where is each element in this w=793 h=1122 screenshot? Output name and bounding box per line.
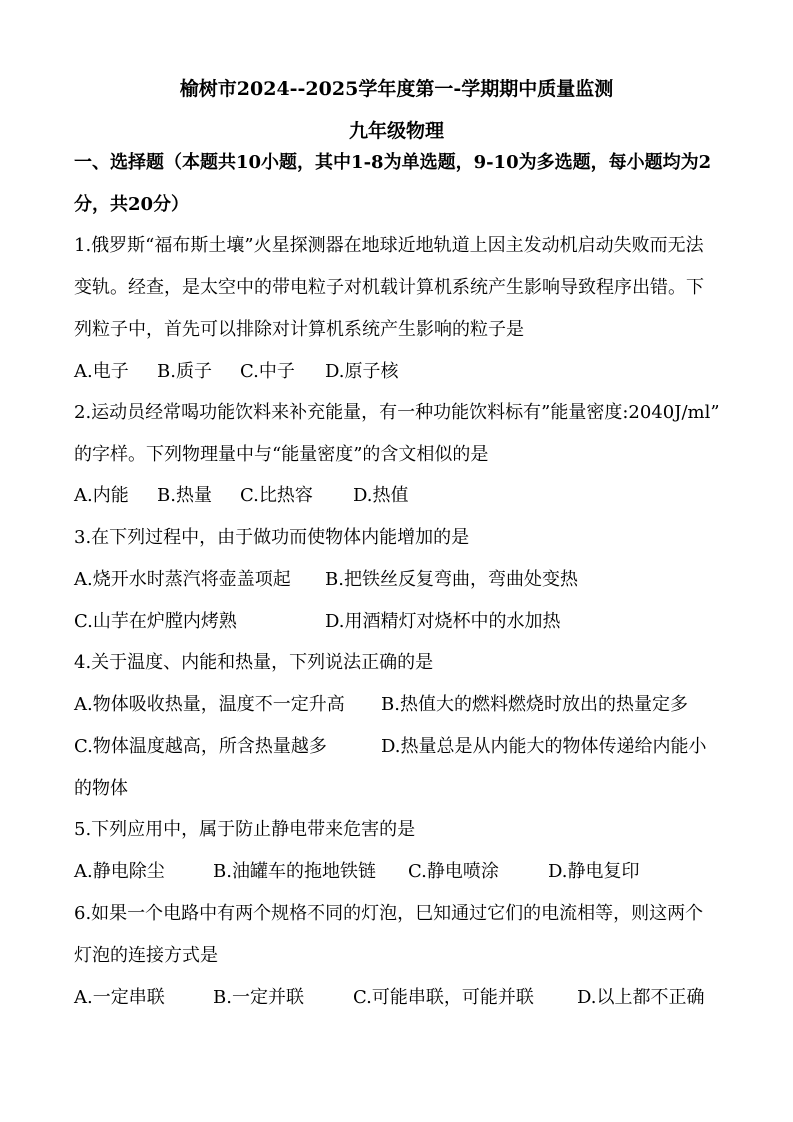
- question-1-option-c: C.中子: [240, 361, 295, 382]
- question-4-option-d-continued: 的物体: [74, 778, 128, 799]
- question-4-stem: 4.关于温度、内能和热量，下列说法正确的是: [74, 652, 434, 673]
- page-title: 榆树市2024--2025学年度第一-学期期中质量监测: [179, 78, 614, 100]
- question-4-option-a: A.物体吸收热量，温度不一定升高: [74, 694, 345, 715]
- question-6-option-b: B.一定并联: [213, 987, 304, 1008]
- question-3-option-b: B.把铁丝反复弯曲，弯曲处变热: [325, 569, 578, 590]
- question-1-option-a: A.电子: [74, 361, 129, 382]
- question-1-option-b: B.质子: [157, 361, 212, 382]
- question-2-stem-line-2: 的字样。下列物理量中与“能量密度”的含文相似的是: [74, 444, 489, 465]
- question-5-stem: 5.下列应用中，属于防止静电带来危害的是: [74, 819, 416, 840]
- question-5-option-b: B.油罐车的拖地铁链: [213, 861, 376, 882]
- question-6-stem-line-1: 6.如果一个电路中有两个规格不同的灯泡，巳知通过它们的电流相等，则这两个: [74, 903, 704, 924]
- question-1-stem-line-2: 变轨。经查，是太空中的带电粒子对机载计算机系统产生影响导致程序出错。下: [74, 277, 704, 298]
- question-2-stem-line-1: 2.运动员经常喝功能饮料来补充能量，有一种功能饮料标有”能量密度:2040J/ml”: [74, 402, 720, 423]
- question-6-option-a: A.一定串联: [74, 987, 165, 1008]
- question-5-option-a: A.静电除尘: [74, 861, 165, 882]
- page-subtitle: 九年级物理: [348, 120, 444, 142]
- question-3-stem: 3.在下列过程中，由于做功而使物体内能增加的是: [74, 527, 470, 548]
- question-2-option-a: A.内能: [74, 485, 129, 506]
- question-5-option-d: D.静电复印: [548, 861, 640, 882]
- question-3-option-c: C.山芋在炉膛内烤熟: [74, 611, 237, 632]
- question-4-option-c: C.物体温度越高，所含热量越多: [74, 736, 327, 757]
- question-3-option-d: D.用酒精灯对烧杯中的水加热: [325, 611, 561, 632]
- section-heading-line-2: 分，共20分）: [74, 194, 190, 215]
- question-3-option-a: A.烧开水时蒸汽将壶盖项起: [74, 569, 291, 590]
- question-6-option-c: C.可能串联，可能并联: [353, 987, 534, 1008]
- question-1-option-d: D.原子核: [325, 361, 399, 382]
- question-2-option-d: D.热值: [353, 485, 409, 506]
- question-6-stem-line-2: 灯泡的连接方式是: [74, 945, 218, 966]
- question-5-option-c: C.静电喷涂: [408, 861, 499, 882]
- question-2-option-b: B.热量: [157, 485, 212, 506]
- question-6-option-d: D.以上都不正确: [577, 987, 705, 1008]
- question-1-stem-line-3: 列粒子中，首先可以排除对计算机系统产生影响的粒子是: [74, 319, 524, 340]
- question-4-option-b: B.热值大的燃料燃烧时放出的热量定多: [381, 694, 688, 715]
- question-2-option-c: C.比热容: [240, 485, 313, 506]
- question-4-option-d: D.热量总是从内能大的物体传递给内能小: [381, 736, 707, 757]
- question-1-stem-line-1: 1.俄罗斯“福布斯土壤”火星探测器在地球近地轨道上因主发动机启动失败而无法: [74, 235, 704, 256]
- section-heading-line-1: 一、选择题（本题共10小题，其中1-8为单选题，9-10为多选题，每小题均为2: [74, 152, 712, 173]
